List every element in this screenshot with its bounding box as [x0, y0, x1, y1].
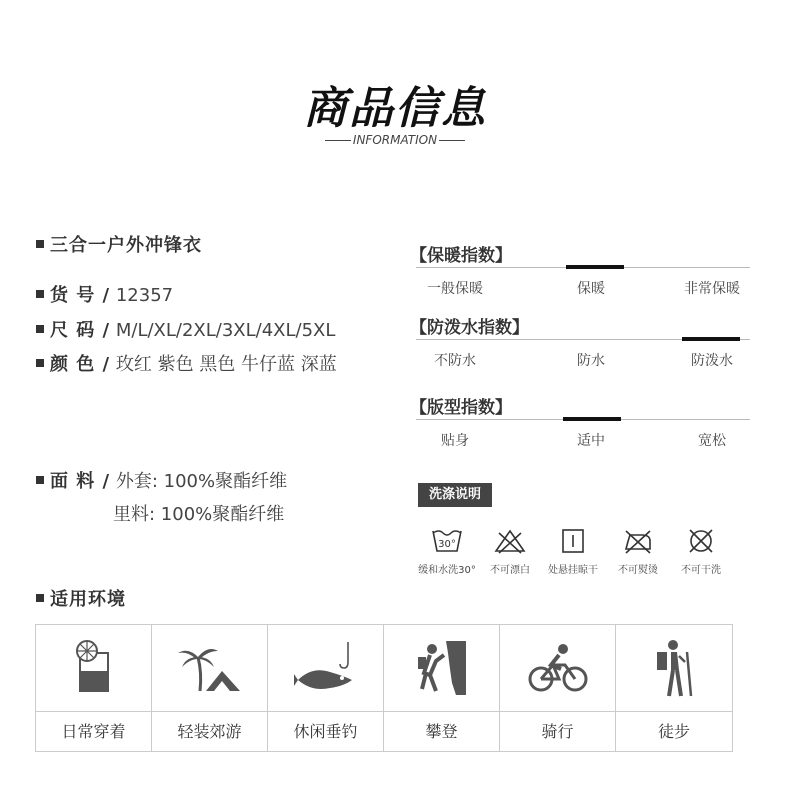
env-item: 轻装郊游	[152, 625, 268, 751]
fit-option: 宽松	[698, 433, 726, 449]
fabric-inner-row: 里料: 100%聚酯纤维	[113, 504, 285, 525]
drink-cup-icon	[36, 625, 151, 711]
page-subtitle	[0, 133, 790, 147]
env-item: 休闲垂钓	[268, 625, 384, 751]
env-item: 骑行	[500, 625, 616, 751]
page-title: 商品信息	[303, 83, 487, 134]
bullet-icon	[36, 359, 44, 367]
product-name: 三合一户外冲锋衣	[36, 231, 202, 257]
fit-option: 适中	[577, 433, 605, 449]
bullet-icon	[36, 594, 44, 602]
bullet-icon	[36, 290, 44, 298]
warmth-option: 保暖	[577, 281, 605, 297]
bullet-icon	[36, 325, 44, 333]
climber-icon	[384, 625, 499, 711]
wash-item: 不可干洗	[663, 527, 739, 576]
env-item: 徒步	[616, 625, 732, 751]
waterproof-index-title: 【防泼水指数】	[410, 318, 529, 338]
fit-index-title: 【版型指数】	[410, 398, 512, 418]
wash-item: 处悬挂晾干	[535, 527, 611, 576]
fit-option: 贴身	[441, 433, 469, 449]
no-dry-clean-icon	[663, 527, 739, 555]
warmth-option: 非常保暖	[684, 281, 740, 297]
env-item: 日常穿着	[36, 625, 152, 751]
cyclist-icon	[500, 625, 615, 711]
bullet-icon	[36, 240, 44, 248]
fit-index-marker	[563, 417, 621, 421]
divider-left	[325, 140, 351, 141]
subtitle-text: INFORMATION	[352, 133, 438, 147]
fish-hook-icon	[268, 625, 383, 711]
palm-tree-icon	[152, 625, 267, 711]
environment-grid	[35, 624, 733, 752]
warmth-option: 一般保暖	[427, 281, 483, 297]
wash-item: 不可漂白	[472, 527, 548, 576]
warmth-index-marker	[566, 265, 624, 269]
wash-item: 不可熨烫	[600, 527, 676, 576]
hiker-icon	[616, 625, 732, 711]
svg-text:30°: 30°	[438, 539, 456, 550]
waterproof-option: 防泼水	[691, 353, 733, 369]
size-row: 尺 码 / M/L/XL/2XL/3XL/4XL/5XL	[36, 316, 335, 342]
item-number-row: 货 号 / 12357	[36, 281, 173, 307]
env-item: 攀登	[384, 625, 500, 751]
waterproof-option: 防水	[577, 353, 605, 369]
color-row: 颜 色 / 玫红 紫色 黑色 牛仔蓝 深蓝	[36, 350, 337, 376]
warmth-index-title: 【保暖指数】	[410, 246, 512, 266]
bullet-icon	[36, 476, 44, 484]
waterproof-option: 不防水	[434, 353, 476, 369]
wash-item: 30° 缓和水洗30°	[409, 527, 485, 576]
divider-right	[439, 140, 465, 141]
washing-title: 洗涤说明	[418, 483, 492, 507]
fabric-row: 面 料 / 外套: 100%聚酯纤维	[36, 467, 287, 493]
environment-title: 适用环境	[36, 585, 126, 611]
waterproof-index-marker	[682, 337, 740, 341]
